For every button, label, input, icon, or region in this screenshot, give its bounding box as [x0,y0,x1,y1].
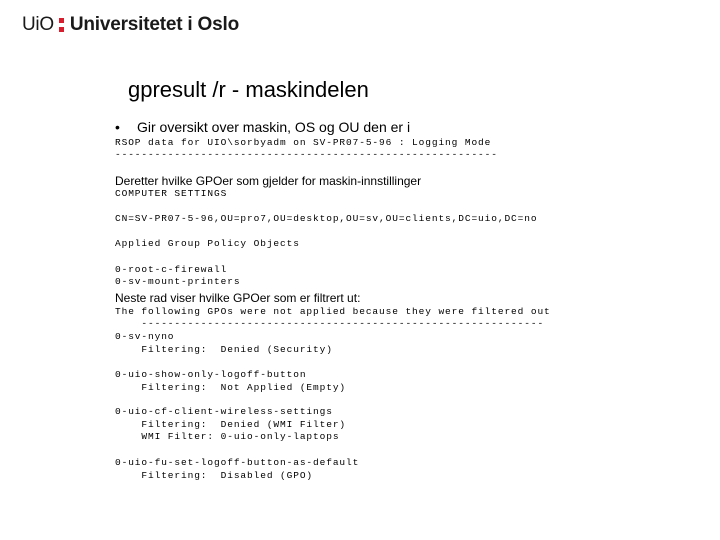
applied-gpo-item: 0-root-c-firewall [115,264,228,275]
rsop-rule: ---------------------------------------------------------- [115,149,498,160]
neste-text: Neste rad viser hvilke GPOer som er filtrert ut: [115,291,361,305]
logo-uio-text: UiO [22,14,54,35]
bullet-marker: • [115,119,120,135]
applied-heading: Applied Group Policy Objects [115,238,300,249]
deretter-text: Deretter hvilke GPOer som gjelder for maskin-innstillinger [115,174,422,188]
logo-colon-mark [59,18,64,32]
applied-gpo-item: 0-sv-mount-printers [115,276,241,287]
filtered-gpo-block: 0-uio-show-only-logoff-button Filtering: Not Applied (Empty) [115,369,347,393]
bullet-text: Gir oversikt over maskin, OS og OU den er i [137,119,411,135]
slide-title: gpresult /r - maskindelen [128,77,369,102]
filtered-rule: ------------------------------------------------------------- [115,318,545,329]
filtered-heading: The following GPOs were not applied because they were filtered out [115,306,551,317]
uio-logo [22,12,239,38]
logo-university-name: Universitetet i Oslo [69,14,239,35]
computer-settings-label: COMPUTER SETTINGS [115,188,228,199]
filtered-gpo-block: 0-sv-nyno Filtering: Denied (Security) [115,331,333,355]
rsop-line: RSOP data for UIO\sorbyadm on SV-PR07-5-96 : Logging Mode [115,137,492,148]
bullet-item [115,119,410,135]
cn-line: CN=SV-PR07-5-96,OU=pro7,OU=desktop,OU=sv,OU=clients,DC=uio,DC=no [115,213,538,224]
filtered-gpo-block: 0-uio-fu-set-logoff-button-as-default Filtering: Disabled (GPO) [115,457,360,481]
filtered-gpo-block: 0-uio-cf-client-wireless-settings Filtering: Denied (WMI Filter) WMI Filter: 0-uio-only-laptops [115,406,347,442]
